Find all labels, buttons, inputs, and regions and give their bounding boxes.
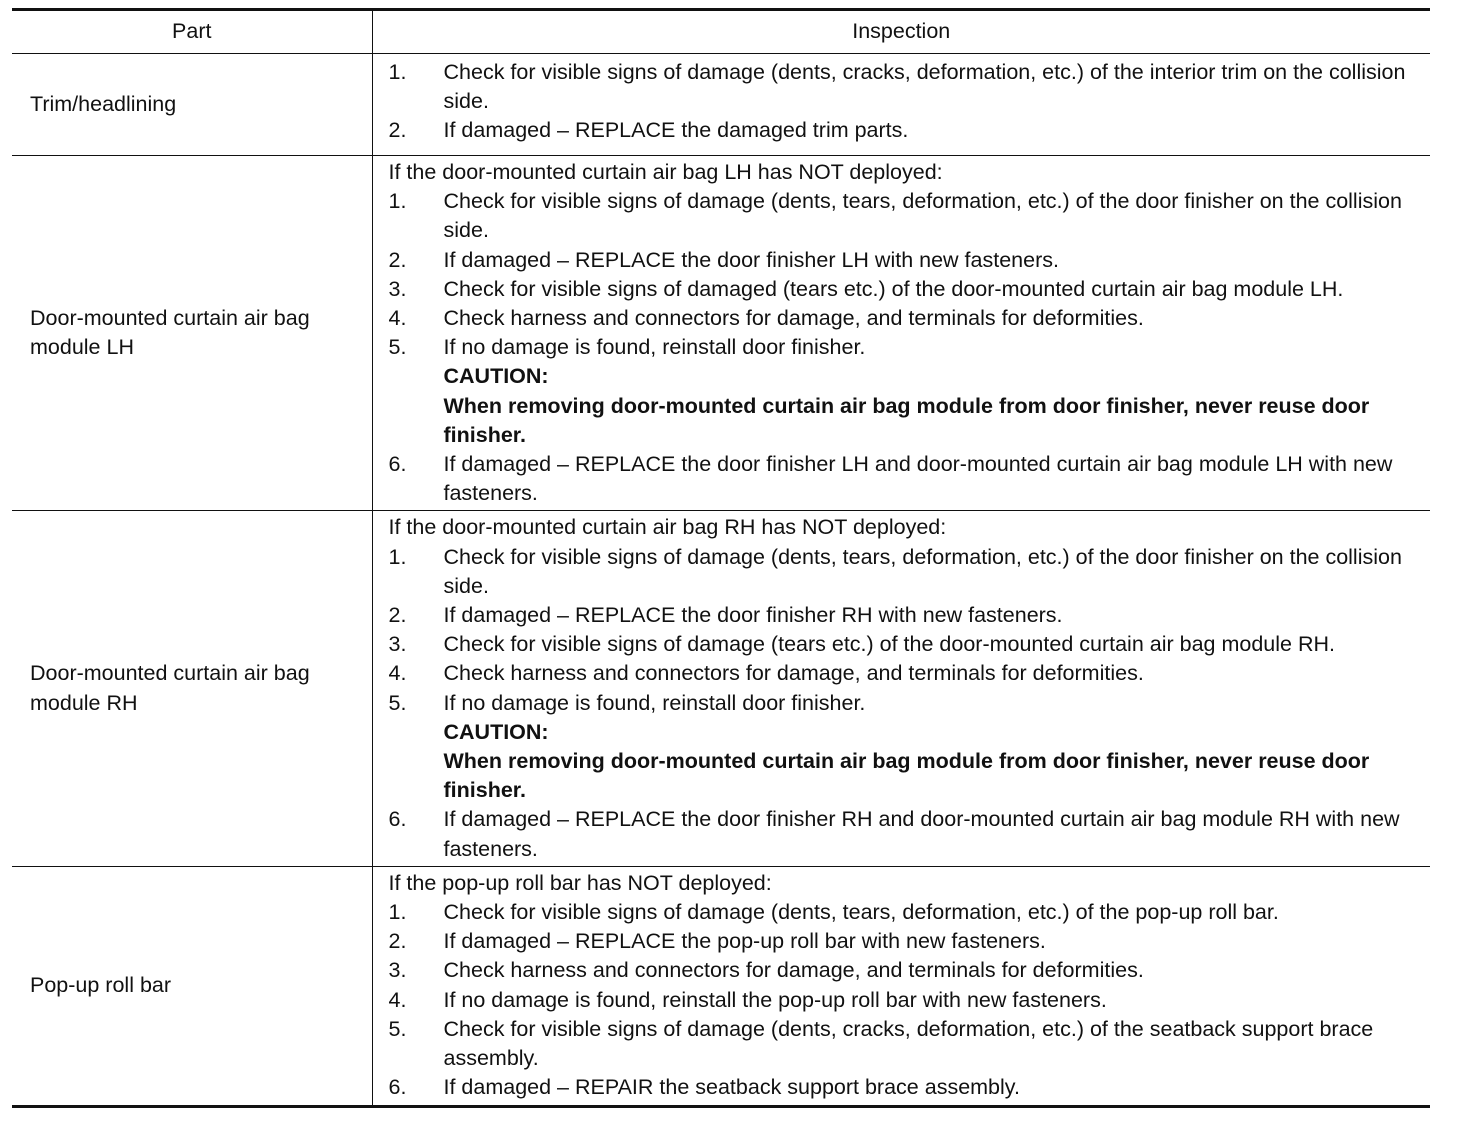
- step-number: 6.: [388, 807, 407, 832]
- step-item: [389, 956, 1421, 985]
- step-number: 2.: [388, 118, 407, 143]
- step-number: 6.: [388, 1075, 407, 1100]
- step-text: Check for visible signs of damage (dents, tears, deformation, etc.) of the door finisher on the collision side.: [443, 544, 1402, 598]
- step-item: [389, 187, 1421, 245]
- step-number: 1.: [388, 189, 407, 214]
- step-item: [389, 58, 1421, 116]
- step-body: [444, 333, 1421, 450]
- step-number: 3.: [388, 276, 407, 301]
- step-item: [389, 543, 1421, 601]
- condition-intro: If the door-mounted curtain air bag LH has NOT deployed:: [388, 160, 943, 184]
- inspection-cell: [372, 156, 1430, 511]
- table-row: [12, 54, 1430, 156]
- condition-intro: If the door-mounted curtain air bag RH has NOT deployed:: [388, 515, 947, 540]
- step-text: If damaged – REPLACE the door finisher LH with new fasteners.: [443, 247, 1059, 272]
- step-number: 5.: [388, 335, 407, 360]
- step-text: Check harness and connectors for damage, and terminals for deformities.: [443, 306, 1144, 331]
- step-text: If damaged – REPLACE the door finisher RH with new fasteners.: [443, 603, 1063, 628]
- step-text: If no damage is found, reinstall door finisher.: [443, 690, 866, 715]
- step-item: [389, 1073, 1421, 1102]
- step-number: 2.: [388, 247, 407, 272]
- step-number: 4.: [388, 987, 407, 1012]
- part-cell: Trim/headlining: [12, 54, 372, 156]
- inspection-cell: [372, 866, 1430, 1106]
- step-text: Check for visible signs of damage (dents, cracks, deformation, etc.) of the seatback support brace assembly.: [443, 1016, 1374, 1071]
- step-item: [389, 333, 1421, 450]
- part-column-header: Part: [12, 10, 372, 54]
- step-number: 3.: [388, 958, 407, 983]
- step-number: 1.: [388, 900, 407, 925]
- step-number: 1.: [388, 60, 407, 84]
- inspection-sheet: [12, 8, 1430, 1108]
- caution-label: CAUTION:: [443, 364, 549, 389]
- step-number: 5.: [388, 690, 407, 715]
- part-cell: Pop-up roll bar: [12, 866, 372, 1106]
- step-item: [389, 450, 1421, 508]
- step-number: 4.: [388, 306, 407, 331]
- step-list: [389, 898, 1421, 1102]
- step-text: If damaged – REPLACE the door finisher RH and door-mounted curtain air bag module RH with new fasteners.: [443, 807, 1400, 861]
- step-text: If damaged – REPAIR the seatback support brace assembly.: [443, 1075, 1020, 1100]
- step-text: Check for visible signs of damage (dents, tears, deformation, etc.) of the pop-up roll bar.: [443, 900, 1279, 925]
- step-number: 2.: [388, 929, 407, 954]
- step-text: Check harness and connectors for damage, and terminals for deformities.: [443, 958, 1144, 983]
- step-text: Check for visible signs of damage (tears etc.) of the door-mounted curtain air bag module RH.: [443, 632, 1335, 657]
- part-cell: Door-mounted curtain air bag module LH: [12, 156, 372, 511]
- step-number: 1.: [388, 544, 407, 569]
- step-item: [389, 601, 1421, 630]
- step-item: [389, 116, 1421, 145]
- step-item: [389, 304, 1421, 333]
- step-text: Check for visible signs of damage (dents, tears, deformation, etc.) of the door finisher on the collision side.: [443, 189, 1402, 243]
- step-body: [444, 689, 1421, 806]
- step-number: 5.: [388, 1016, 407, 1041]
- table-row: [12, 511, 1430, 866]
- step-item: [389, 246, 1421, 275]
- step-item: [389, 689, 1421, 806]
- step-text: Check for visible signs of damaged (tears etc.) of the door-mounted curtain air bag module LH.: [443, 276, 1344, 301]
- step-number: 4.: [388, 661, 407, 686]
- inspection-column-header: Inspection: [372, 10, 1430, 54]
- caution-label: CAUTION:: [443, 719, 549, 744]
- step-item: [389, 927, 1421, 956]
- condition-intro: If the pop-up roll bar has NOT deployed:: [388, 870, 772, 895]
- step-text: If damaged – REPLACE the pop-up roll bar with new fasteners.: [443, 929, 1046, 954]
- step-list: [389, 187, 1421, 508]
- step-text: If damaged – REPLACE the door finisher LH and door-mounted curtain air bag module LH with new fasteners.: [443, 452, 1393, 506]
- step-text: If no damage is found, reinstall door finisher.: [443, 335, 866, 360]
- inspection-cell: [372, 54, 1430, 156]
- step-item: [389, 275, 1421, 304]
- step-item: [389, 898, 1421, 927]
- step-list: [389, 58, 1421, 146]
- table-header-row: [12, 10, 1430, 54]
- step-list: [389, 543, 1421, 864]
- inspection-table: [12, 8, 1430, 1108]
- table-row: [12, 866, 1430, 1106]
- step-text: If damaged – REPLACE the damaged trim parts.: [443, 118, 909, 143]
- step-text: Check for visible signs of damage (dents, cracks, deformation, etc.) of the interior trim on the collision side.: [443, 60, 1406, 114]
- step-number: 6.: [388, 452, 407, 477]
- step-number: 2.: [388, 603, 407, 628]
- step-item: [389, 805, 1421, 863]
- step-item: [389, 986, 1421, 1015]
- caution-text: When removing door-mounted curtain air bag module from door finisher, never reuse door finisher.: [443, 749, 1370, 803]
- step-item: [389, 659, 1421, 688]
- step-item: [389, 1015, 1421, 1073]
- step-text: If no damage is found, reinstall the pop-up roll bar with new fasteners.: [443, 987, 1107, 1012]
- step-item: [389, 630, 1421, 659]
- step-text: Check harness and connectors for damage, and terminals for deformities.: [443, 661, 1144, 686]
- table-row: [12, 156, 1430, 511]
- part-cell: Door-mounted curtain air bag module RH: [12, 511, 372, 866]
- caution-text: When removing door-mounted curtain air bag module from door finisher, never reuse door finisher.: [443, 393, 1370, 447]
- step-number: 3.: [388, 632, 407, 657]
- inspection-cell: [372, 511, 1430, 866]
